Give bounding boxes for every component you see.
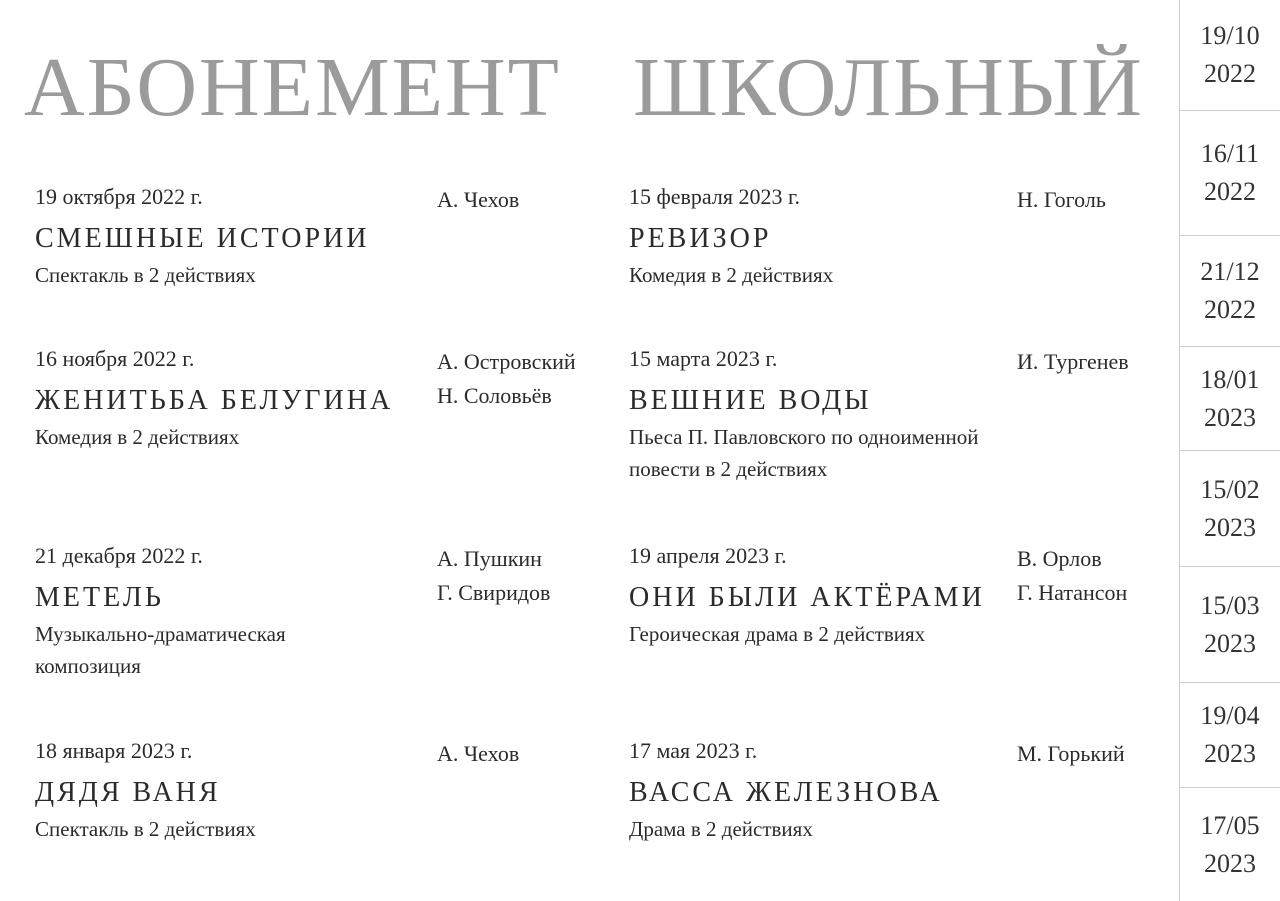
show-date: 15 февраля 2023 г. [629,184,801,209]
show-date: 19 октября 2022 г. [35,184,203,209]
sidebar-year: 2023 [1204,848,1256,878]
show-date: 15 марта 2023 г. [629,346,778,371]
show-description: Комедия в 2 действиях [629,263,834,287]
show-description: Драма в 2 действиях [629,817,813,841]
page-title [24,38,1144,138]
sidebar-year: 2023 [1204,402,1256,432]
sidebar-year: 2022 [1204,177,1256,206]
show-title: ВЕШНИЕ ВОДЫ [629,385,872,416]
show-entry [35,737,595,845]
sidebar-day-month: 19/10 [1200,21,1260,50]
title-word-subscription: АБОНЕМЕНТ [24,41,561,134]
show-author: М. Горький [1017,741,1125,766]
show-author: Н. Гоголь [1017,187,1106,212]
show-entry [35,542,595,682]
sidebar-date [1180,0,1280,111]
sidebar-year: 2022 [1204,295,1256,324]
show-description: Пьеса П. Павловского по одноименной повести в 2 действиях [629,425,979,481]
show-author: А. Пушкин Г. Свиридов [437,546,551,605]
show-author: А. Чехов [437,187,520,212]
show-author: А. Островский Н. Соловьёв [437,349,576,408]
show-author: В. Орлов Г. Натансон [1017,546,1128,605]
show-author: И. Тургенев [1017,349,1129,374]
show-title: МЕТЕЛЬ [35,582,164,613]
sidebar-date [1180,788,1280,901]
show-date: 18 января 2023 г. [35,738,193,763]
show-entry [629,183,1189,291]
sidebar-date [1180,451,1280,567]
sidebar-date [1180,567,1280,683]
show-title: ВАССА ЖЕЛЕЗНОВА [629,777,943,808]
title-word-school: ШКОЛЬНЫЙ [632,41,1144,134]
show-entry [35,183,595,291]
show-entry [629,542,1189,650]
sidebar-day-month: 17/05 [1200,810,1260,840]
show-title: СМЕШНЫЕ ИСТОРИИ [35,223,370,254]
show-date: 17 мая 2023 г. [629,738,758,763]
sidebar-year: 2023 [1204,739,1256,768]
sidebar-day-month: 16/11 [1200,139,1260,168]
show-title: ЖЕНИТЬБА БЕЛУГИНА [35,385,394,416]
show-date: 19 апреля 2023 г. [629,543,787,568]
sidebar-date [1180,347,1280,451]
show-date: 21 декабря 2022 г. [35,543,203,568]
show-description: Музыкально-драматическая композиция [35,622,286,678]
show-description: Спектакль в 2 действиях [35,263,256,287]
show-entry [35,345,595,453]
show-title: ОНИ БЫЛИ АКТЁРАМИ [629,582,985,613]
sidebar-date [1180,111,1280,236]
show-entry [629,345,1189,485]
show-title: ДЯДЯ ВАНЯ [35,777,221,808]
sidebar-date [1180,683,1280,788]
date-sidebar [1179,0,1280,901]
sidebar-year: 2022 [1204,59,1256,88]
sidebar-date [1180,236,1280,347]
show-description: Комедия в 2 действиях [35,425,240,449]
sidebar-day-month: 19/04 [1200,701,1260,730]
sidebar-day-month: 15/02 [1200,474,1260,504]
show-description: Спектакль в 2 действиях [35,817,256,841]
show-entry [629,737,1189,845]
show-title: РЕВИЗОР [629,223,772,254]
sidebar-year: 2023 [1204,628,1256,658]
show-date: 16 ноября 2022 г. [35,346,195,371]
sidebar-day-month: 15/03 [1200,590,1260,620]
sidebar-day-month: 21/12 [1200,257,1260,286]
sidebar-year: 2023 [1204,512,1256,542]
show-author: А. Чехов [437,741,520,766]
show-description: Героическая драма в 2 действиях [629,622,926,646]
sidebar-day-month: 18/01 [1200,364,1260,394]
